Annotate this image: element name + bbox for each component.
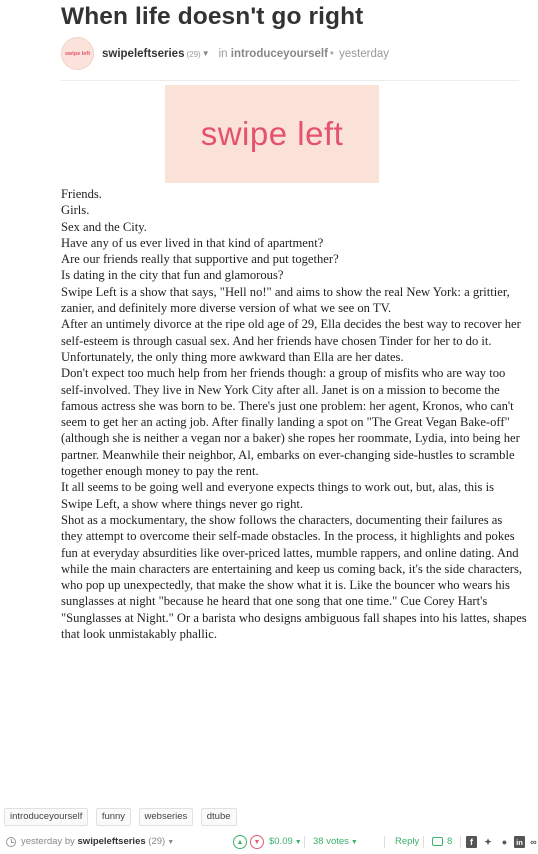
chevron-down-icon[interactable]: ▼	[167, 839, 175, 846]
downvote-icon[interactable]: ▼	[250, 835, 264, 849]
body-paragraph: After an untimely divorce at the ripe old age of 29, Ella decides the best way to recover her self-esteem is through casual sex. And her friends have chosen Tinder for her to do it. Unfortunately, the only thing more awkward than Ella are her dates.	[61, 317, 521, 364]
body-paragraph: Swipe Left is a show that says, "Hell no!" and aims to show the real New York: a grittier, zanier, and definitely more diverse version of what we see on TV.	[61, 284, 510, 316]
body-paragraph: It all seems to be going well and everyone expects things to work out, but, alas, this is Swipe Left, a show where things never go right.	[61, 480, 495, 511]
body-paragraph: Are our friends really that supportive and put together?	[61, 252, 339, 267]
reddit-icon[interactable]: ●	[501, 837, 508, 847]
body-paragraph: Don't expect too much help from her friends though: a group of misfits who are way too self-involved. They live in New York City after all. Janet is on a mission to become the famous actress she was born to be. There's just one problem: her agent, Kronos, who can't seem to get her an acting job. After finally landing a spot on "The Great Vegan Bake-off" (although she is neither a vegan nor a baker) she ropes her roommate, Lydia, into being her partner. Meanwhile their neighbor, Al, embarks on ever-changing side-hustles to scramble together enough money to pay the rent.	[61, 366, 520, 479]
body-paragraph: Have any of us ever lived in that kind of apartment?	[61, 235, 324, 250]
avatar-logo-text: swipe left	[64, 50, 91, 57]
body-paragraph: Is dating in the city that fun and glamorous?	[61, 268, 284, 283]
author-link[interactable]: swipeleftseries	[102, 48, 185, 60]
tag-webseries[interactable]: webseries	[139, 808, 194, 826]
body-paragraph: Friends.	[61, 187, 102, 201]
header-divider	[61, 80, 519, 81]
author-reputation: (29)	[186, 50, 201, 59]
comment-icon[interactable]	[432, 837, 443, 846]
reply-button[interactable]: Reply	[395, 836, 420, 847]
chevron-down-icon[interactable]: ▼	[201, 49, 210, 58]
body-paragraph: Sex and the City.	[61, 219, 147, 234]
chevron-down-icon: ▼	[294, 839, 302, 846]
category-link[interactable]: introduceyourself	[230, 48, 328, 60]
comment-count[interactable]: 8	[447, 836, 453, 847]
separator-dot: •	[329, 48, 334, 60]
footer-time-prefix: yesterday by	[21, 836, 75, 847]
footer-author-link[interactable]: swipeleftseries	[77, 836, 146, 847]
footer-time	[21, 836, 174, 847]
tag-funny[interactable]: funny	[96, 808, 131, 826]
footer-separator	[384, 836, 385, 848]
votes-count[interactable]	[313, 836, 358, 847]
post-title: When life doesn't go right	[61, 3, 364, 30]
body-paragraph: Shot as a mockumentary, the show follows the characters, documenting their failures as they attempt to overcome their self-made obstacles. In the process, it highlights and pokes fun at everyday absurdities like over-priced lattes, mumble rappers, and online dating. And while the main characters are entertaining and keep us coming back, it's the side characters, who pop up unexpectedly, that make the show what it is. Like the bouncer who wears his sunglasses at night "because he heard that one song that one time." Cue Corey Hart's "Sunglasses at Night." Or a barista who designs ambiguous fall shapes into his lattes, shapes that look unmistakably phallic.	[61, 512, 527, 642]
tag-list	[4, 806, 240, 824]
author-avatar[interactable]	[61, 37, 94, 70]
body-paragraph: Girls.	[61, 203, 90, 218]
footer-separator	[423, 836, 424, 848]
footer-separator	[460, 836, 461, 848]
post-body	[61, 186, 527, 642]
clock-icon	[6, 837, 16, 847]
post-footer	[0, 834, 538, 852]
banner-logo-text: swipe left	[200, 115, 344, 152]
in-label: in	[218, 48, 228, 60]
facebook-icon[interactable]: f	[466, 836, 477, 848]
link-icon[interactable]: ∞	[530, 837, 537, 847]
payout-amount: $0.09	[269, 836, 293, 847]
upvote-icon[interactable]: ▲	[233, 835, 247, 849]
footer-author-reputation: (29)	[148, 836, 166, 847]
byline-meta	[102, 48, 389, 60]
chevron-down-icon: ▼	[350, 839, 358, 846]
post-time: yesterday	[339, 48, 390, 60]
tag-dtube[interactable]: dtube	[201, 808, 237, 826]
post-banner-image	[165, 85, 379, 183]
votes-label: 38 votes	[313, 836, 349, 847]
payout-value[interactable]	[269, 836, 302, 847]
twitter-icon[interactable]: ✦	[484, 836, 492, 847]
footer-separator	[304, 836, 305, 848]
tag-introduceyourself[interactable]: introduceyourself	[4, 808, 88, 826]
linkedin-icon[interactable]: in	[514, 836, 525, 848]
post-byline	[61, 37, 521, 73]
